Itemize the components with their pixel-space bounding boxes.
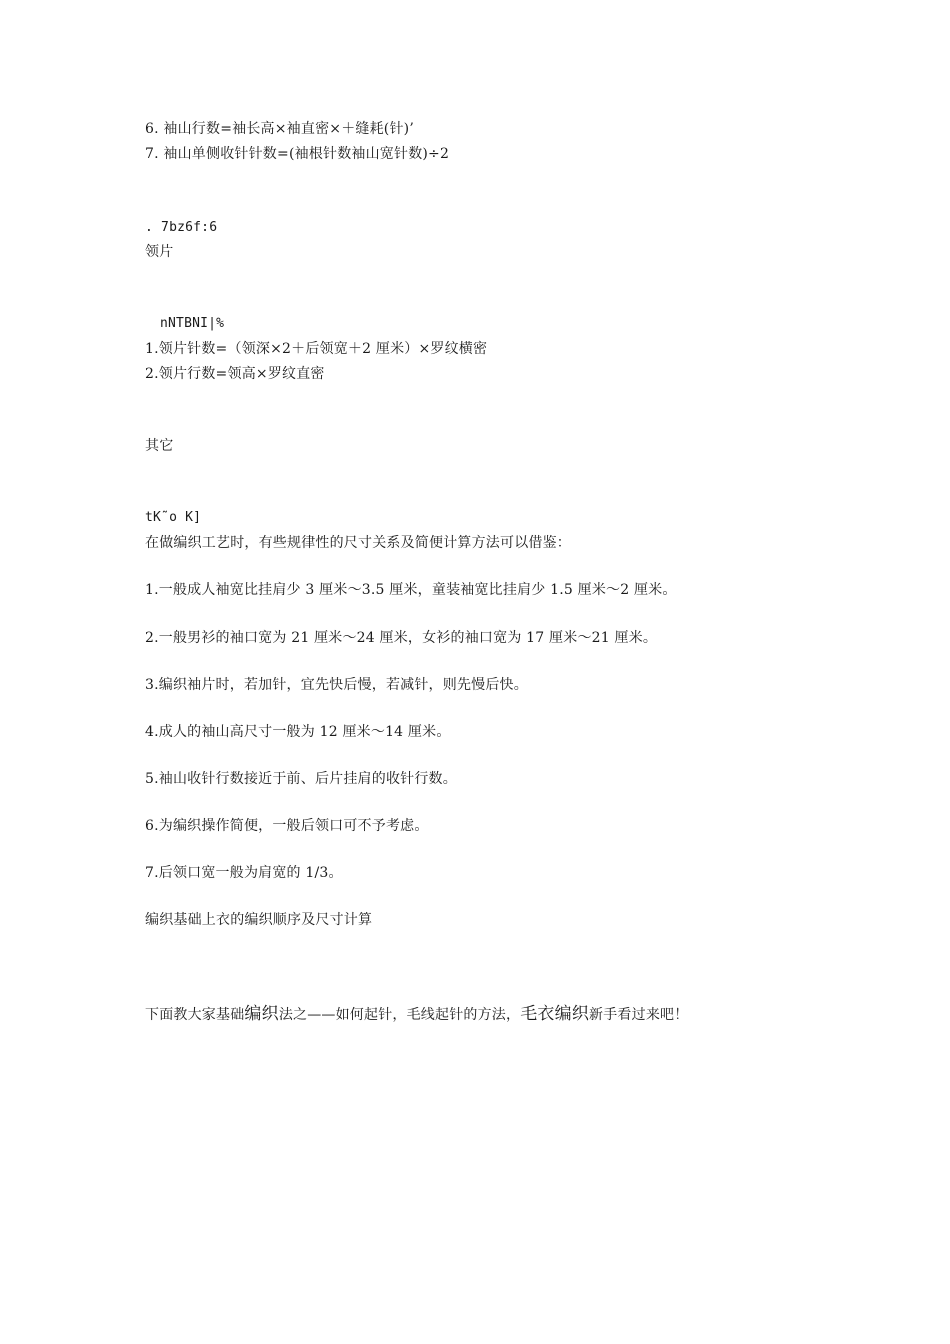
tip-item: 6.为编织操作简便，一般后领口可不予考虑。: [145, 818, 429, 834]
sweater-knitting-link[interactable]: 毛衣编织: [520, 1004, 590, 1024]
tips-intro: 在做编织工艺时，有些规律性的尺寸关系及简便计算方法可以借鉴：: [145, 535, 571, 551]
footer-text: 新手看过来吧！: [589, 1007, 689, 1023]
collar-heading: 领片: [145, 244, 174, 260]
collar-formula-1: 1.领片针数=（领深×2＋后领宽＋2 厘米）×罗纹横密: [145, 341, 488, 357]
tip-item: 5.袖山收针行数接近于前、后片挂肩的收针行数。: [145, 771, 457, 787]
tip-item: 7.后领口宽一般为肩宽的 1/3。: [145, 865, 343, 881]
tip-item: 2.一般男衫的袖口宽为 21 厘米～24 厘米，女衫的袖口宽为 17 厘米～21 厘米。: [145, 630, 658, 646]
ocr-artifact-text: tK˜o K]: [145, 510, 202, 525]
footer-paragraph: [145, 1005, 688, 1024]
tip-item: 4.成人的袖山高尺寸一般为 12 厘米～14 厘米。: [145, 724, 451, 740]
sleeve-formula-6: 6. 袖山行数=袖长高×袖直密×＋缝耗(针)’: [145, 121, 414, 137]
sleeve-formula-7: 7. 袖山单侧收针针数=(袖根针数袖山宽针数)÷2: [145, 146, 450, 162]
footer-text: 法之——如何起针，毛线起针的方法，: [278, 1007, 521, 1023]
tip-item: 1.一般成人袖宽比挂肩少 3 厘米～3.5 厘米，童装袖宽比挂肩少 1.5 厘米～2 厘米。: [145, 582, 677, 598]
collar-formula-2: 2.领片行数=领高×罗纹直密: [145, 366, 325, 382]
knitting-link[interactable]: 编织: [244, 1004, 279, 1024]
ocr-artifact-text: nNTBNI|%: [160, 316, 225, 331]
other-heading: 其它: [145, 438, 174, 454]
ocr-artifact-text: . 7bz6f:6: [145, 220, 218, 235]
footer-text: 下面教大家基础: [145, 1007, 245, 1023]
section-title: 编织基础上衣的编织顺序及尺寸计算: [145, 912, 373, 928]
tip-item: 3.编织袖片时，若加针，宜先快后慢，若减针，则先慢后快。: [145, 677, 528, 693]
